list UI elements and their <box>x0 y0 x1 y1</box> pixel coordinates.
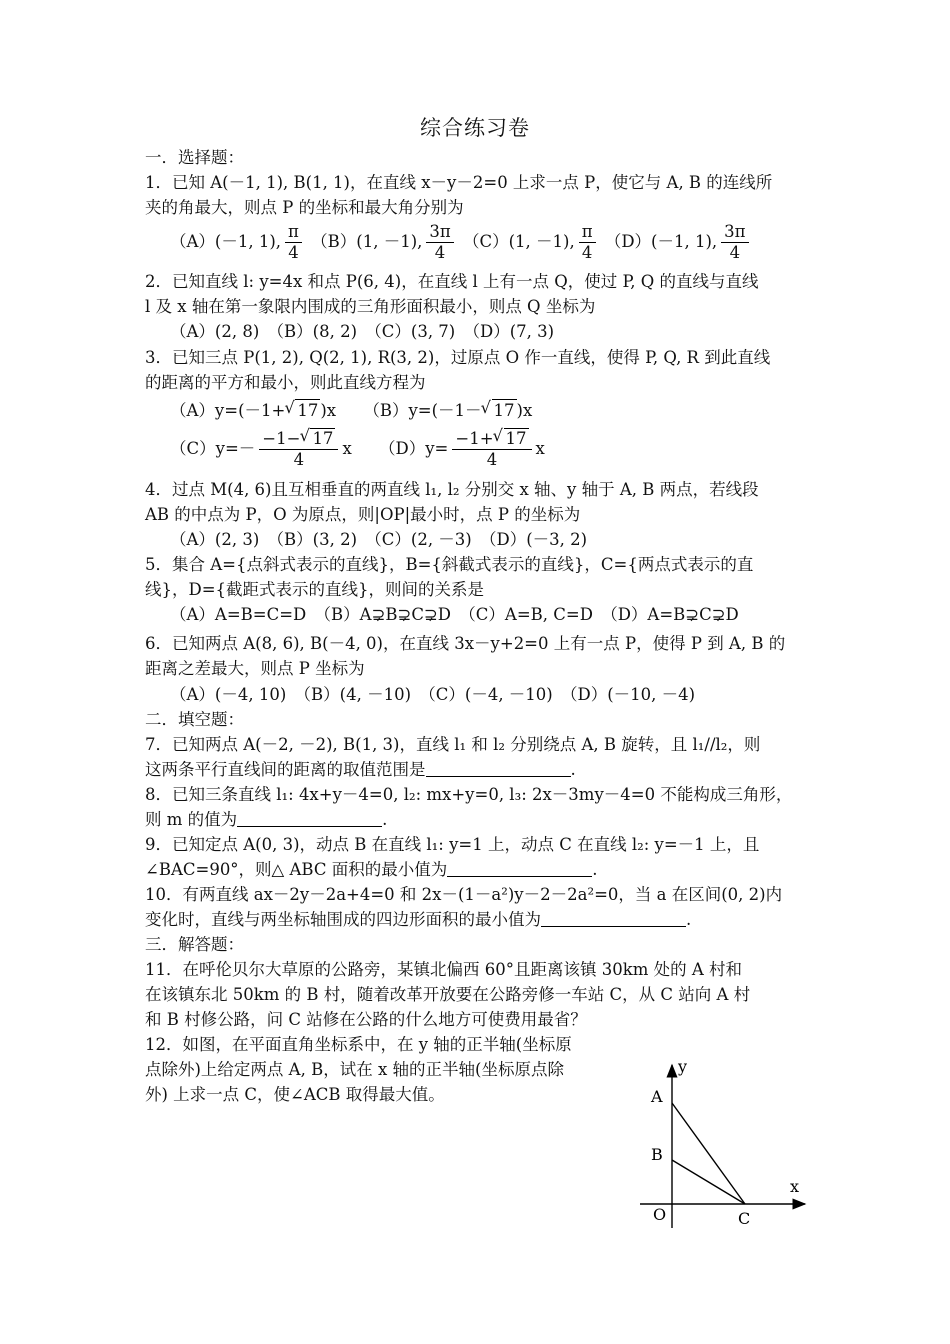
section-heading-solve: 三．解答题： <box>145 935 244 954</box>
q11-line3: 和 B 村修公路，问 C 站修在公路的什么地方可使费用最省？ <box>145 1010 587 1029</box>
q12-coordinate-figure <box>630 1050 820 1240</box>
q9-line2: ∠BAC=90°，则△ ABC 面积的最小值为 . <box>145 860 598 879</box>
q1-fraction-c: $\frac{\pi}{4}$ <box>579 222 596 263</box>
q6-options: （A）(－4, 10) （B）(4, －10) （C）(－4, －10) （D）(－10, －4) <box>170 685 696 704</box>
origin-label: O <box>653 1205 667 1224</box>
q1-option-a: （A）(－1, 1), <box>170 232 282 251</box>
q7-line2: 这两条平行直线间的距离的取值范围是 . <box>145 760 576 779</box>
q11-line2: 在该镇东北 50km 的 B 村，随着改革开放要在公路旁修一车站 C，从 C 站向 A 村 <box>145 985 751 1004</box>
q9-answer-blank[interactable] <box>447 860 592 877</box>
q10-answer-blank[interactable] <box>541 910 686 927</box>
q7-answer-blank[interactable] <box>426 760 571 777</box>
segment-bc <box>672 1160 745 1204</box>
page-title: 综合练习卷 <box>420 116 530 140</box>
section-heading-fill: 二．填空题： <box>145 710 244 729</box>
point-b-label: B <box>651 1145 663 1164</box>
q1-option-c: （C）(1, －1), <box>462 232 575 251</box>
q11-line1: 11．在呼伦贝尔大草原的公路旁，某镇北偏西 60°且距离该镇 30km 处的 A 村和 <box>145 960 743 979</box>
q2-line1: 2．已知直线 l: y=4x 和点 P(6, 4)，在直线 l 上有一点 Q，使过 P, Q 的直线与直线 <box>145 272 759 291</box>
q2-line2: l 及 x 轴在第一象限内围成的三角形面积最小，则点 Q 坐标为 <box>145 297 596 316</box>
point-c-label: C <box>738 1209 751 1228</box>
q3-line2: 的距离的平方和最小，则此直线方程为 <box>145 373 426 392</box>
q10-line1: 10．有两直线 ax－2y－2a+4=0 和 2x－(1－a²)y－2－2a²=0，当 a 在区间(0, 2)内 <box>145 885 783 904</box>
q3-line1: 3．已知三点 P(1, 2), Q(2, 1), R(3, 2)，过原点 O 作一直线，使得 P, Q, R 到此直线 <box>145 348 771 367</box>
q1-fraction-b: $\frac{3\pi}{4}$ <box>426 222 453 263</box>
point-a-label: A <box>651 1087 663 1106</box>
segment-ac <box>672 1103 745 1204</box>
q4-line2: AB 的中点为 P，O 为原点，则|OP|最小时，点 P 的坐标为 <box>145 505 581 524</box>
q3-options-cd <box>170 428 545 470</box>
q3-option-d: （D）y= $\frac{-1+√ 17}{4}$ x <box>379 439 545 458</box>
y-axis-label: y <box>678 1057 688 1076</box>
q1-option-b: （B）(1, －1), <box>311 232 423 251</box>
q2-options: （A）(2, 8) （B）(8, 2) （C）(3, 7) （D）(7, 3) <box>170 322 555 341</box>
q10-line2: 变化时，直线与两坐标轴围成的四边形面积的最小值为 . <box>145 910 692 929</box>
q8-line2: 则 m 的值为 . <box>145 810 388 829</box>
q5-options: （A）A=B=C=D （B）A⊋B⊋C⊋D （C）A=B, C=D （D）A=B⊋C⊋D <box>170 605 739 624</box>
q1-options <box>170 222 753 263</box>
q1-fraction-a: $\frac{\pi}{4}$ <box>285 222 302 263</box>
x-axis-label: x <box>790 1177 800 1196</box>
q12-line3: 外) 上求一点 C，使∠ACB 取得最大值。 <box>145 1085 445 1104</box>
q5-line2: 线}，D={截距式表示的直线}，则间的关系是 <box>145 580 485 599</box>
q8-answer-blank[interactable] <box>237 810 382 827</box>
q12-line1: 12．如图，在平面直角坐标系中，在 y 轴的正半轴(坐标原 <box>145 1035 572 1054</box>
q3-option-c: （C）y=－ $\frac{-1-√ 17}{4}$ x <box>170 439 352 458</box>
q1-fraction-d: $\frac{3\pi}{4}$ <box>721 222 748 263</box>
q4-line1: 4．过点 M(4, 6)且互相垂直的两直线 l₁, l₂ 分别交 x 轴、y 轴于 A, B 两点，若线段 <box>145 480 759 499</box>
q6-line2: 距离之差最大，则点 P 坐标为 <box>145 659 365 678</box>
q7-line1: 7．已知两点 A(－2, －2), B(1, 3)，直线 l₁ 和 l₂ 分别绕点 A, B 旋转，且 l₁//l₂，则 <box>145 735 761 754</box>
q3-options-ab <box>170 399 532 422</box>
q3-option-b: （B）y=(－1－√ 17 )x <box>363 401 532 420</box>
q4-options: （A）(2, 3) （B）(3, 2) （C）(2, －3) （D）(－3, 2) <box>170 530 588 549</box>
q6-line1: 6．已知两点 A(8, 6), B(－4, 0)，在直线 3x－y+2=0 上有一点 P，使得 P 到 A, B 的 <box>145 634 786 653</box>
q9-line1: 9．已知定点 A(0, 3)，动点 B 在直线 l₁: y=1 上，动点 C 在直线 l₂: y=－1 上，且 <box>145 835 760 854</box>
q8-line1: 8．已知三条直线 l₁: 4x+y－4=0, l₂: mx+y=0, l₃: 2x－3my－4=0 不能构成三角形， <box>145 785 793 804</box>
section-heading-choice: 一．选择题： <box>145 148 244 167</box>
q1-line2: 夹的角最大，则点 P 的坐标和最大角分别为 <box>145 198 464 217</box>
q1-line1: 1．已知 A(－1, 1), B(1, 1)，在直线 x－y－2=0 上求一点 P，使它与 A, B 的连线所 <box>145 173 773 192</box>
q3-option-a: （A）y=(－1+√ 17 )x <box>170 401 336 420</box>
q1-option-d: （D）(－1, 1), <box>604 232 718 251</box>
q5-line1: 5．集合 A={点斜式表示的直线}，B={斜截式表示的直线}，C={两点式表示的直 <box>145 555 754 574</box>
q12-line2: 点除外)上给定两点 A, B，试在 x 轴的正半轴(坐标原点除 <box>145 1060 564 1079</box>
